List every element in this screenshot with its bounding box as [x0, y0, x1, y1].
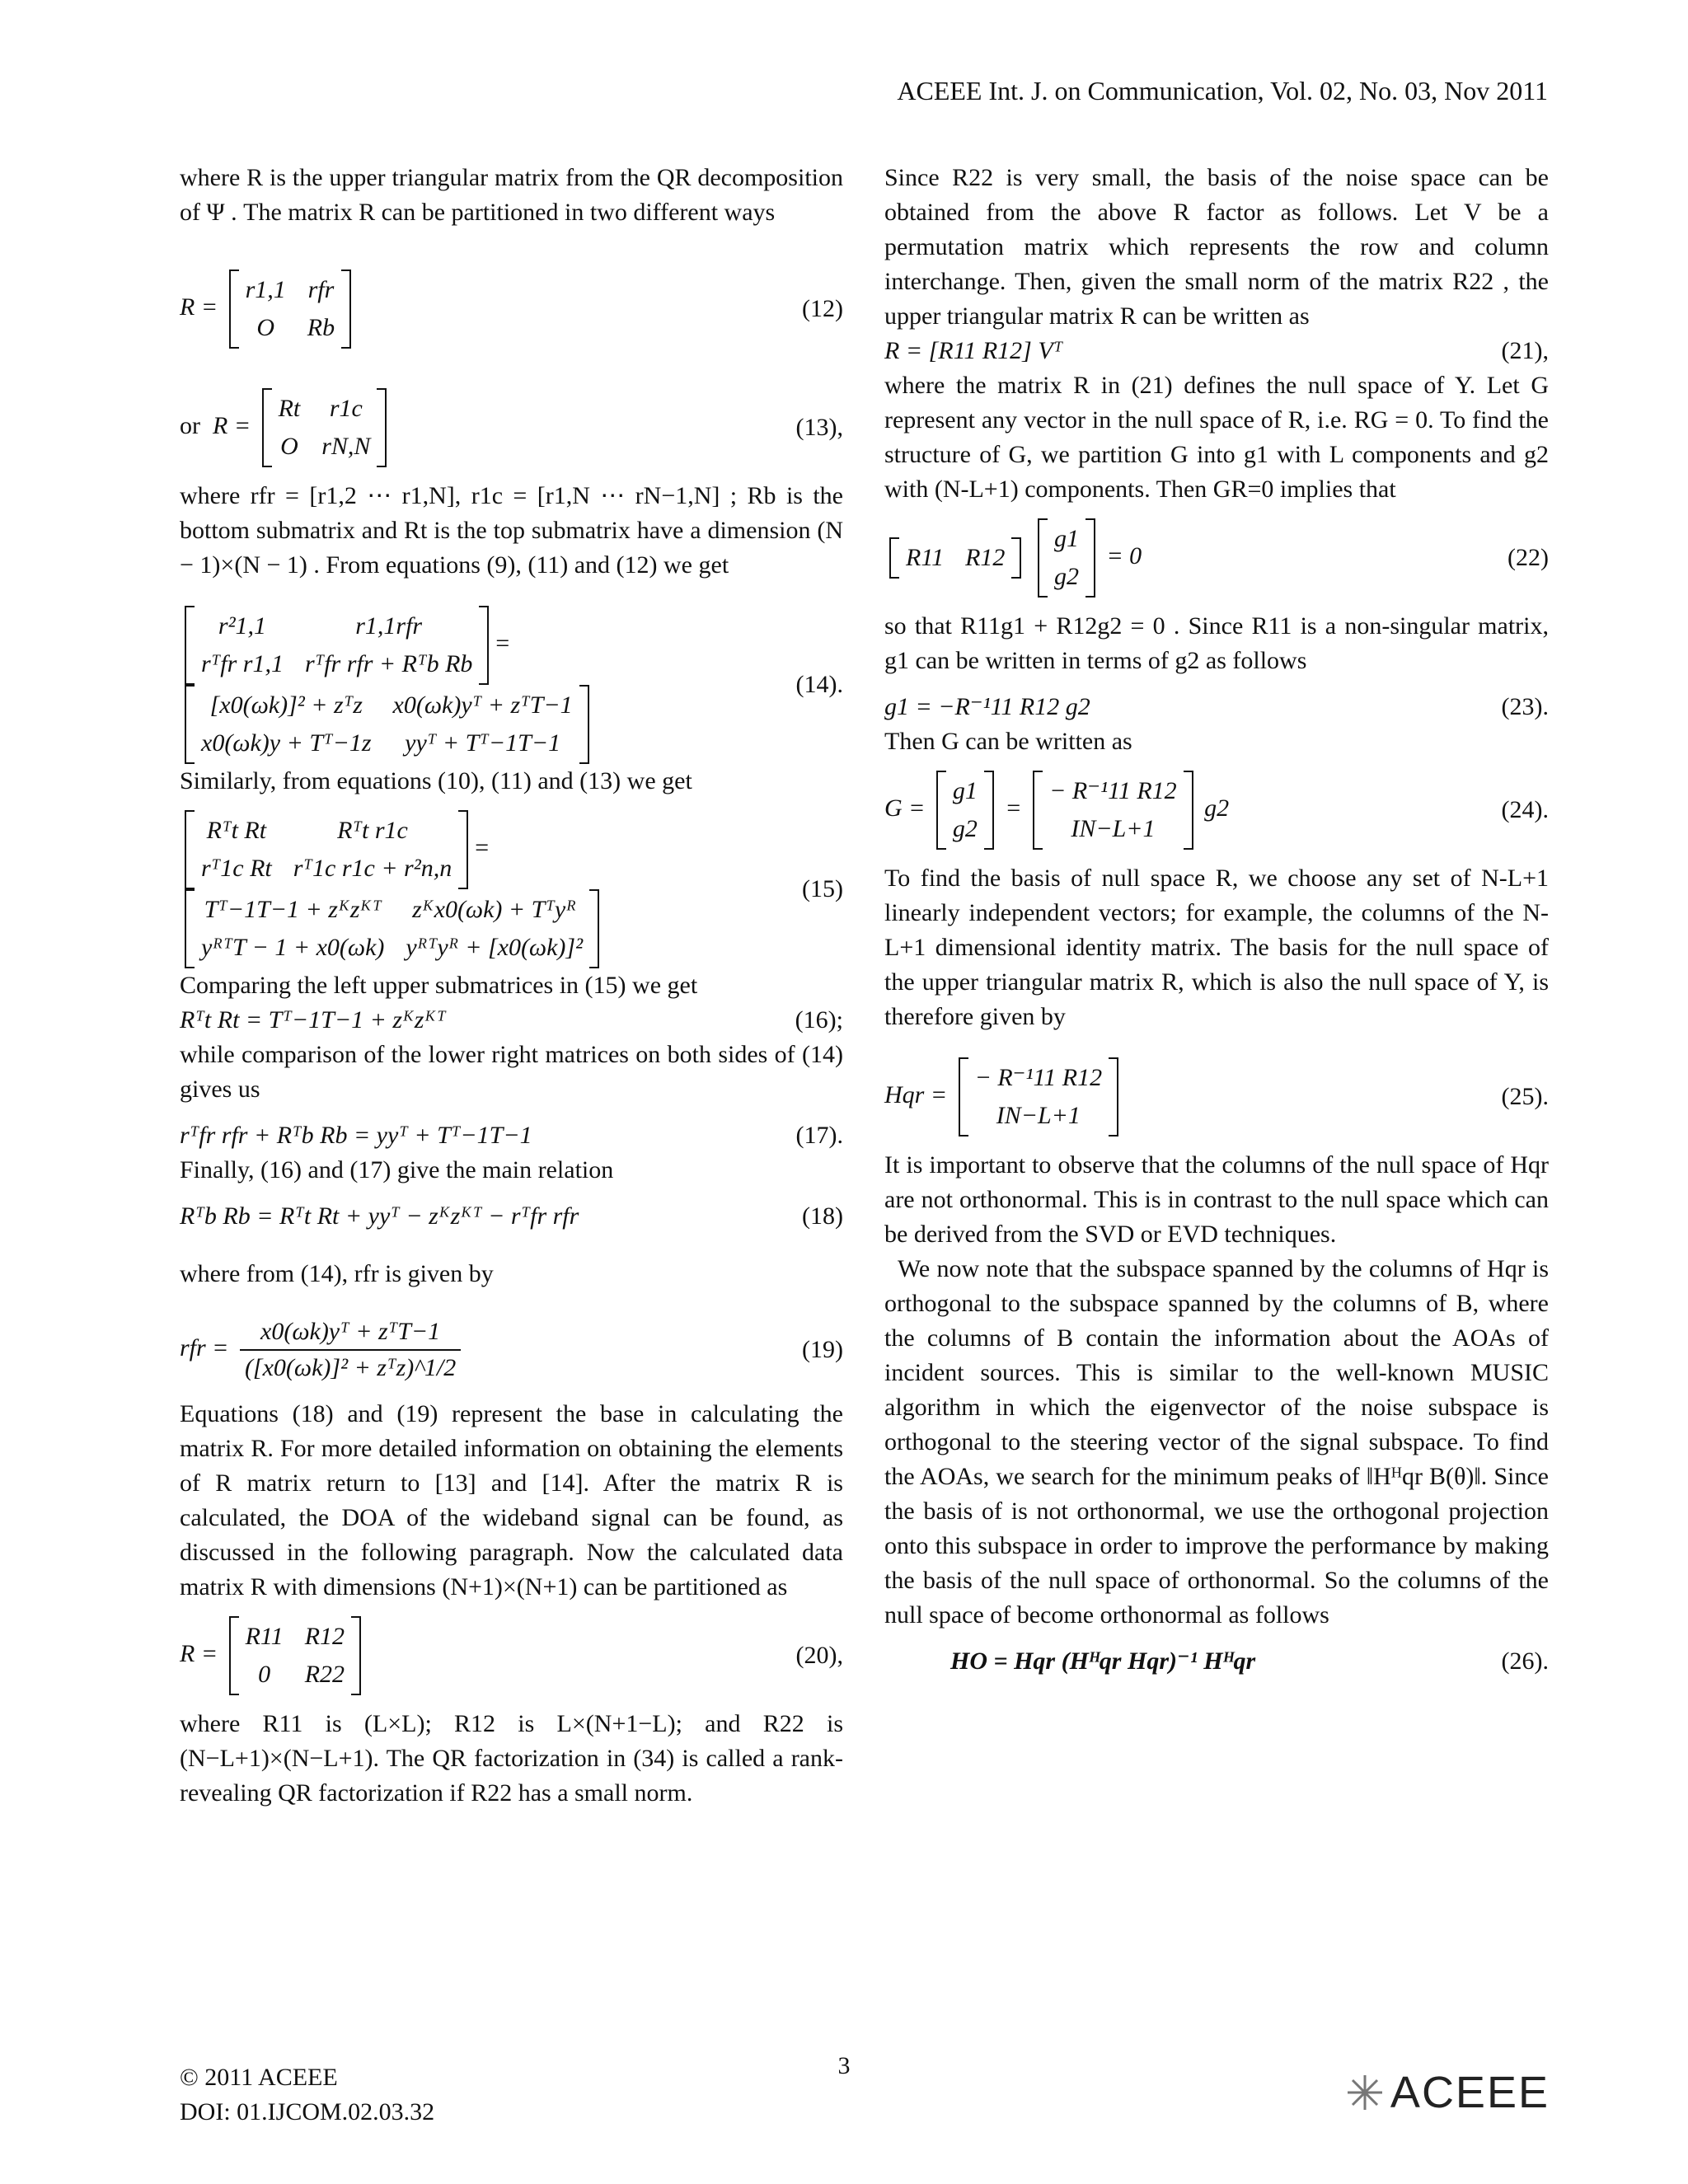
eq-expr: g1 = −R⁻¹11 R12 g2 — [884, 693, 1090, 720]
matrix — [185, 685, 589, 764]
equation-21 — [884, 334, 1549, 368]
matrix-cell: R12 — [965, 544, 1006, 571]
eq-expr: Rᵀb Rb = Rᵀt Rt + yyᵀ − zᴷzᴷᵀ − rᵀfr rfr — [180, 1202, 579, 1230]
matrix-cell: r1,1rfr — [355, 612, 423, 640]
page-number: 3 — [837, 2052, 851, 2079]
paragraph: where R is the upper triangular matrix from the QR decomposition of Ψ . The matrix R can be partitioned in two different ways — [180, 164, 843, 226]
matrix — [185, 889, 599, 968]
equation-number: (15) — [802, 875, 843, 902]
matrix — [229, 1616, 361, 1695]
equation-number: (14). — [795, 671, 843, 698]
matrix-cell: x0(ωk)yᵀ + zᵀT−1 — [392, 691, 573, 719]
equation-number: (26). — [1501, 1647, 1549, 1675]
paragraph: so that R11g1 + R12g2 = 0 . Since R11 is a non-singular matrix, g1 can be written in terms of g2 as follows — [884, 612, 1549, 674]
equation-19 — [180, 1315, 843, 1385]
equation-14: r²1,1 r1,1rfr rᵀfr r1,1 rᵀfr rfr + Rᵀb Rb = [x0(ωk)]² + zᵀz x0(ωk)yᵀ + zᵀT−1 x0(ωk)y + Tᵀ−1z yyᵀ + Tᵀ−1T−1 (14). — [180, 606, 843, 764]
paragraph: We now note that the subspace spanned by the columns of Hqr is orthogonal to the subspace spanned by the columns of B, where the columns of B contain the information about the AOAs of incident sources. This is similar to the well-known MUSIC algorithm in which the eigenvector of the noise subspace is orthogonal to the steering vector of the signal subspace. To find the AOAs, we search for the minimum peaks of ‖Hᴴqr B(θ)‖. Since the basis of is not orthonormal, we use the orthogonal projection onto this subspace in order to improve the performance by making the basis of the null space of orthonormal. So the columns of the null space of become orthonormal as follows — [884, 1255, 1549, 1629]
eq-lhs: R = — [213, 411, 251, 439]
vector-cell: g1 — [1053, 525, 1079, 552]
matrix-cell: zᴷx0(ωk) + Tᵀyᴿ — [412, 896, 577, 923]
equation-number: (17). — [795, 1122, 843, 1149]
eq-lhs: rfr = — [180, 1333, 229, 1361]
matrix-cell: yᴿᵀT − 1 + x0(ωk) — [201, 934, 385, 961]
eq-lhs: G = — [884, 794, 926, 822]
paragraph: It is important to observe that the columns of the null space of Hqr are not orthonormal. This is in contrast to the null space which can be derived from the SVD or EVD techniques. — [884, 1151, 1549, 1248]
fraction-numerator: x0(ωk)yᵀ + zᵀT−1 — [240, 1315, 461, 1351]
eq-lhs: R = — [180, 1639, 218, 1667]
paragraph: To find the basis of null space R, we choose any set of N-L+1 linearly independent vectors; for example, the columns of the N-L+1 dimensional identity matrix. The basis for the null space of the upper triangular matrix R, which is also the null space of Y, is therefore given by — [884, 865, 1549, 1030]
matrix-cell: rᵀfr rfr + Rᵀb Rb — [304, 650, 473, 677]
matrix-cell: rfr — [307, 276, 335, 303]
fraction-denominator: ([x0(ωk)]² + zᵀz)^1/2 — [244, 1354, 457, 1381]
paragraph: Then G can be written as — [884, 728, 1132, 755]
matrix-cell: yyᵀ + Tᵀ−1T−1 — [405, 729, 561, 757]
matrix-cell: [x0(ωk)]² + zᵀz — [209, 691, 363, 719]
paragraph: Since R22 is very small, the basis of the noise space can be obtained from the above R factor as follows. Let V be a permutation matrix which represents the row and column interchange. Then, given the small norm of the matrix R22 , the upper triangular matrix R can be written as — [884, 164, 1549, 330]
matrix — [229, 269, 352, 349]
matrix-cell: yᴿᵀyᴿ + [x0(ωk)]² — [406, 934, 584, 961]
matrix-cell: r1,1 — [245, 276, 286, 303]
matrix — [889, 537, 1021, 579]
matrix-cell: rN,N — [321, 433, 371, 460]
equation-number: (21), — [1501, 337, 1549, 364]
equation-13 — [180, 388, 843, 467]
equation-17 — [180, 1118, 843, 1153]
equation-number: (24). — [1501, 796, 1549, 823]
matrix-cell: O — [256, 314, 274, 341]
paragraph: where the matrix R in (21) defines the null space of Y. Let G represent any vector in the null space of R, i.e. RG = 0. To find the structure of G, we partition G into g1 with L components and g2 with (N-L+1) components. Then GR=0 implies that — [884, 372, 1549, 503]
eq-tail: g2 — [1204, 794, 1230, 822]
matrix-cell: rᵀfr r1,1 — [201, 650, 284, 677]
eq-prefix: or — [180, 411, 200, 439]
eq-expr: Rᵀt Rt = Tᵀ−1T−1 + zᴷzᴷᵀ — [180, 1006, 446, 1033]
matrix-cell: IN−L+1 — [1071, 815, 1156, 842]
star-icon — [1344, 2072, 1386, 2113]
matrix-cell: Rt — [278, 395, 301, 422]
matrix-cell: IN−L+1 — [996, 1102, 1081, 1129]
eq-expr: R = [R11 R12] Vᵀ — [884, 337, 1063, 364]
eq-lhs: Hqr = — [884, 1080, 948, 1108]
equation-number: (19) — [802, 1336, 843, 1363]
paragraph: Equations (18) and (19) represent the base in calculating the matrix R. For more detailed information on obtaining the elements of R matrix return to [13] and [14]. After the matrix R is calculated, the DOA of the wideband signal can be found, as discussed in the following paragraph. Now the calculated data matrix R with dimensions (N+1)×(N+1) can be partitioned as — [180, 1400, 843, 1601]
paragraph: Finally, (16) and (17) give the main relation — [180, 1156, 614, 1183]
doi: DOI: 01.IJCOM.02.03.32 — [180, 2098, 435, 2125]
equation-number: (22) — [1507, 544, 1549, 571]
equation-number: (12) — [802, 295, 843, 322]
equation-number: (13), — [795, 414, 843, 441]
matrix-cell: − R⁻¹11 R12 — [974, 1064, 1103, 1091]
matrix-cell: r²1,1 — [218, 612, 267, 640]
matrix-cell: Tᵀ−1T−1 + zᴷzᴷᵀ — [204, 896, 382, 923]
vector — [1038, 518, 1095, 598]
vector-cell: g2 — [1053, 563, 1079, 590]
footer — [180, 2060, 434, 2130]
matrix-cell: − R⁻¹11 R12 — [1049, 777, 1177, 804]
matrix-cell: R11 — [245, 1623, 284, 1650]
matrix — [185, 606, 489, 685]
equation-25 — [884, 1057, 1549, 1137]
matrix-cell: r1c — [329, 395, 363, 422]
matrix-cell: rᵀ1c r1c + r²n,n — [293, 855, 452, 882]
equation-20 — [180, 1616, 843, 1695]
equation-16 — [180, 1003, 843, 1038]
left-column — [180, 161, 843, 1811]
paragraph: where rfr = [r1,2 ⋯ r1,N], r1c = [r1,N ⋯ rN−1,N] ; Rb is the bottom submatrix and Rt is the top submatrix have a dimension (N − 1)×(N − 1) . From equations (9), (11) and (12) we get — [180, 482, 843, 579]
matrix-cell: Rᵀt Rt — [206, 817, 267, 844]
aceee-logo — [1344, 2067, 1550, 2118]
matrix-cell: x0(ωk)y + Tᵀ−1z — [201, 729, 372, 757]
matrix-cell: R12 — [304, 1623, 345, 1650]
right-column — [884, 161, 1549, 1679]
equation-23 — [884, 690, 1549, 724]
copyright: © 2011 ACEEE — [180, 2064, 338, 2091]
vector — [936, 771, 994, 850]
equation-26 — [884, 1644, 1549, 1679]
matrix-cell: R11 — [906, 544, 945, 571]
equation-number: (23). — [1501, 693, 1549, 720]
eq-lhs: R = — [180, 293, 218, 321]
equation-number: (18) — [802, 1202, 843, 1230]
paragraph: where R11 is (L×L); R12 is L×(N+1−L); and R22 is (N−L+1)×(N−L+1). The QR factorization in (34) is called a rank-revealing QR factorization if R22 has a small norm. — [180, 1710, 843, 1807]
matrix — [959, 1057, 1119, 1137]
equation-number: (25). — [1501, 1083, 1549, 1110]
matrix-cell: Rᵀt r1c — [337, 817, 408, 844]
equation-number: (20), — [795, 1642, 843, 1669]
matrix — [262, 388, 387, 467]
equation-12 — [180, 269, 843, 349]
vector-cell: g1 — [952, 777, 978, 804]
equation-22 — [884, 518, 1549, 598]
equation-24 — [884, 771, 1549, 850]
fraction — [240, 1315, 461, 1385]
journal-header: ACEEE Int. J. on Communication, Vol. 02, No. 03, Nov 2011 — [897, 76, 1548, 105]
eq-equals: = — [1005, 794, 1022, 822]
paragraph: Similarly, from equations (10), (11) and (13) we get — [180, 767, 692, 794]
matrix — [185, 810, 468, 889]
matrix-cell: O — [280, 433, 298, 460]
matrix-cell: R22 — [304, 1661, 345, 1688]
matrix-cell: 0 — [258, 1661, 271, 1688]
equation-15: Rᵀt Rt Rᵀt r1c rᵀ1c Rt rᵀ1c r1c + r²n,n = Tᵀ−1T−1 + zᴷzᴷᵀ zᴷx0(ωk) + Tᵀyᴿ yᴿᵀT − 1 + x0(ωk) yᴿᵀyᴿ + [x0(ωk)]² (15) — [180, 810, 843, 968]
matrix-cell: Rb — [307, 314, 335, 341]
paragraph: while comparison of the lower right matrices on both sides of (14) gives us — [180, 1041, 843, 1103]
equation-18 — [180, 1199, 843, 1234]
vector-cell: g2 — [952, 815, 978, 842]
eq-expr: HO = Hqr (Hᴴqr Hqr)⁻¹ Hᴴqr — [950, 1647, 1256, 1675]
eq-expr: rᵀfr rfr + Rᵀb Rb = yyᵀ + Tᵀ−1T−1 — [180, 1122, 532, 1149]
matrix-cell: rᵀ1c Rt — [201, 855, 272, 882]
paragraph: Comparing the left upper submatrices in (15) we get — [180, 972, 698, 999]
equation-number: (16); — [795, 1006, 843, 1033]
paragraph: where from (14), rfr is given by — [180, 1260, 494, 1287]
logo-text: ACEEE — [1390, 2068, 1550, 2117]
eq-rhs: = 0 — [1106, 541, 1142, 569]
matrix — [1033, 771, 1193, 850]
